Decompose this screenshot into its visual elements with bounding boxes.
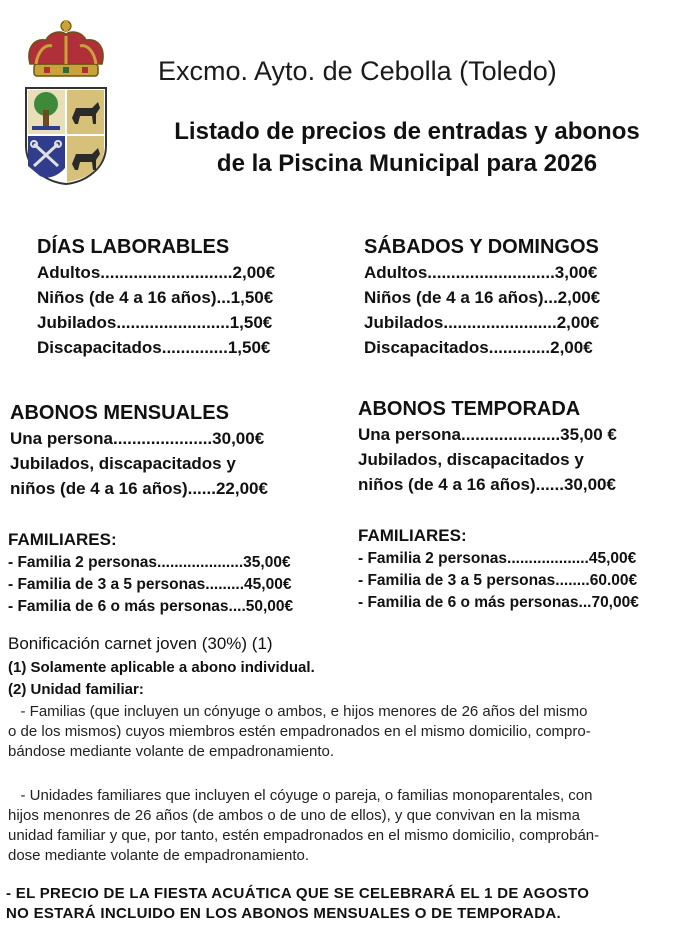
weekend-heading: SÁBADOS Y DOMINGOS [364,236,599,258]
note-line: hijos menonres de 26 años (de ambos o de uno de ellos), y que convivan en la misma [8,807,580,824]
price-line: Discapacitados..............1,50€ [37,338,271,357]
weekday-prices-section [37,234,275,360]
note-line: - Unidades familiares que incluyen el cóyuge o pareja, o familias monoparentales, con [8,787,593,804]
youth-card-discount: Bonificación carnet joven (30%) (1) [8,634,273,653]
note-line: bándose mediante volante de empadronamiento. [8,743,335,760]
price-line: - Familia de 6 o más personas...70,00€ [358,594,639,611]
price-line: - Familia 2 personas...................45,00€ [358,550,637,567]
page-title [122,116,692,180]
price-line: Adultos............................2,00€ [37,263,276,282]
price-line: Jubilados........................2,00€ [364,313,600,332]
family-heading: FAMILIARES: [8,530,117,549]
price-line: Adultos...........................3,00€ [364,263,598,282]
price-line: Jubilados, discapacitados y [10,454,236,473]
coat-of-arms-icon [20,18,112,188]
season-heading: ABONOS TEMPORADA [358,398,581,420]
title-line-2: de la Piscina Municipal para 2026 [216,150,598,177]
family-unit-definition-2 [8,786,599,866]
monthly-pass-section [10,400,268,501]
season-pass-section [358,396,617,497]
note-line: dose mediante volante de empadronamiento. [8,847,310,864]
note-line: unidad familiar y que, por tanto, estén empadronados en el mismo domicilio, comprobán- [8,827,600,844]
weekday-heading: DÍAS LABORABLES [37,236,230,258]
price-line: Niños (de 4 a 16 años)...1,50€ [37,288,274,307]
footnote-2: (2) Unidad familiar: [8,681,144,698]
price-line: Jubilados........................1,50€ [37,313,273,332]
price-line: - Familia de 3 a 5 personas........60.00€ [358,572,638,589]
price-line: - Familia 2 personas....................35,00€ [8,554,291,571]
notice-line-2: NO ESTARÁ INCLUIDO EN LOS ABONOS MENSUALES O DE TEMPORADA. [6,905,561,922]
crown-icon [29,20,103,76]
price-line: Jubilados, discapacitados y [358,450,584,469]
monthly-heading: ABONOS MENSUALES [10,402,229,424]
footnote-1: (1) Solamente aplicable a abono individual. [8,659,315,676]
note-line: o de los mismos) cuyos miembros estén empadronados en el mismo domicilio, compro- [8,723,591,740]
price-line: Una persona.....................35,00 € [358,425,617,444]
price-line: niños (de 4 a 16 años)......22,00€ [10,479,268,498]
price-line: Niños (de 4 a 16 años)...2,00€ [364,288,601,307]
price-line: - Familia de 3 a 5 personas.........45,00€ [8,576,292,593]
weekend-prices-section [364,234,600,360]
note-line: - Familias (que incluyen un cónyuge o ambos, e hijos menores de 26 años del mismo [8,703,588,720]
family-heading: FAMILIARES: [358,526,467,545]
town-hall-name: Excmo. Ayto. de Cebolla (Toledo) [158,56,557,86]
family-monthly-section [8,527,293,618]
family-unit-definition-1 [8,702,591,762]
water-party-notice [6,884,589,924]
price-line: - Familia de 6 o más personas....50,00€ [8,598,294,615]
price-line: Discapacitados.............2,00€ [364,338,593,357]
price-line: Una persona.....................30,00€ [10,429,265,448]
shield-icon [26,88,106,184]
notice-line-1: - EL PRECIO DE LA FIESTA ACUÁTICA QUE SE CELEBRARÁ EL 1 DE AGOSTO [6,885,590,902]
title-line-1: Listado de precios de entradas y abonos [174,118,640,145]
family-season-section [358,523,639,614]
price-line: niños (de 4 a 16 años)......30,00€ [358,475,616,494]
